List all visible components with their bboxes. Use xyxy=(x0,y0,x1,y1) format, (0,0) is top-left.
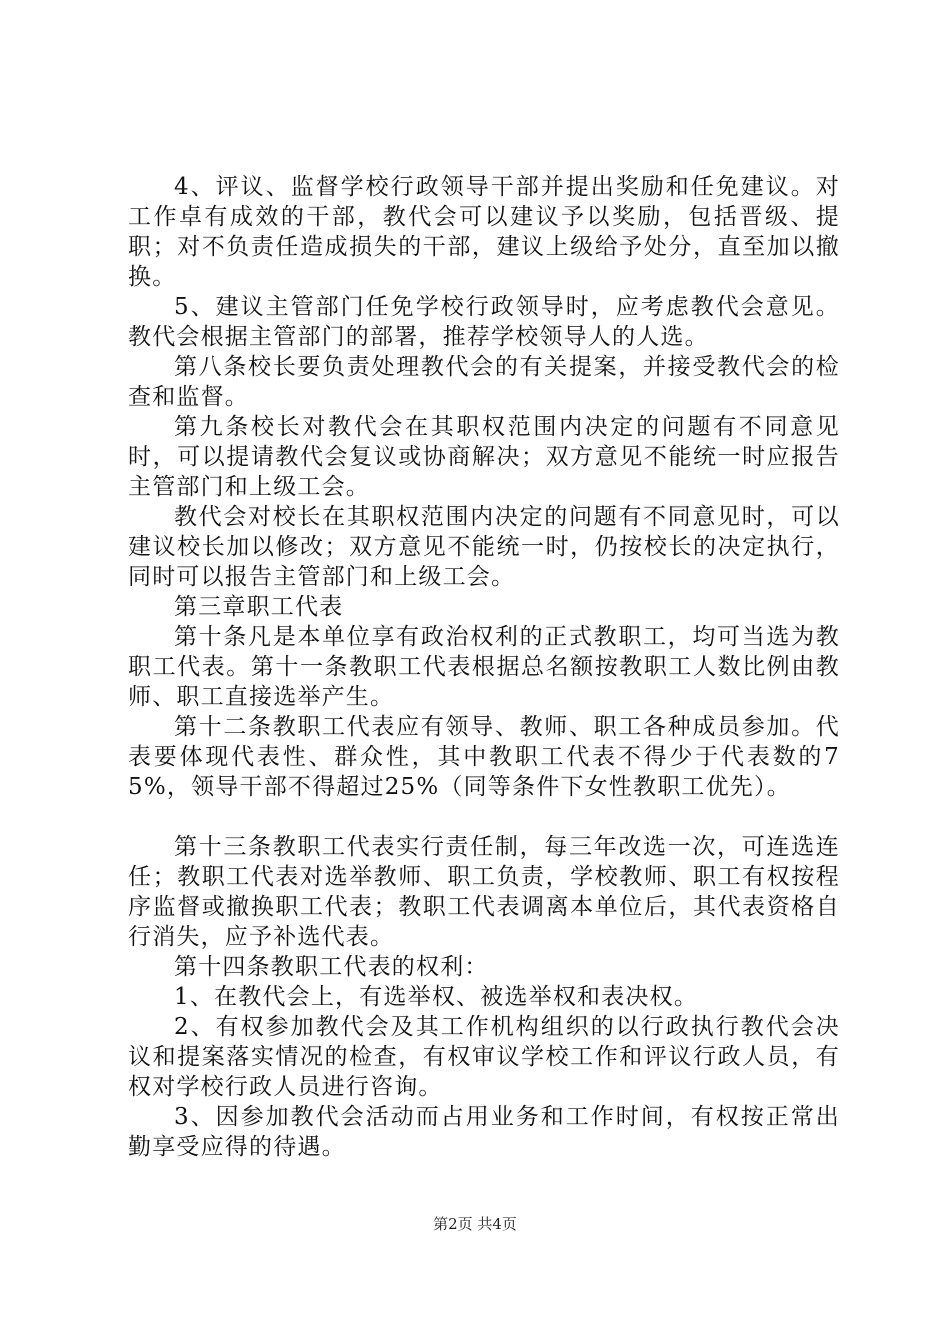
paragraph: 5、建议主管部门任免学校行政领导时，应考虑教代会意见。教代会根据主管部门的部署，推荐学校领导人的人选。 xyxy=(128,294,840,350)
paragraph: 第十三条教职工代表实行责任制，每三年改选一次，可连选连任；教职工代表对选举教师、职工负责，学校教师、职工有权按程序监督或撤换职工代表；教职工代表调离本单位后，其代表资格自行消失，应予补选代表。 xyxy=(128,834,840,950)
paragraph: 2、有权参加教代会及其工作机构组织的以行政执行教代会决议和提案落实情况的检查，有权审议学校工作和评议行政人员，有权对学校行政人员进行咨询。 xyxy=(128,1014,840,1100)
blank-line xyxy=(128,802,840,832)
paragraph: 第十二条教职工代表应有领导、教师、职工各种成员参加。代表要体现代表性、群众性，其中教职工代表不得少于代表数的75%，领导干部不得超过25%（同等条件下女性教职工优先）。 xyxy=(128,714,840,800)
paragraph: 教代会对校长在其职权范围内决定的问题有不同意见时，可以建议校长加以修改；双方意见不能统一时，仍按校长的决定执行，同时可以报告主管部门和上级工会。 xyxy=(128,504,840,590)
paragraph: 1、在教代会上，有选举权、被选举权和表决权。 xyxy=(174,984,699,1010)
paragraph: 4、评议、监督学校行政领导干部并提出奖励和任免建议。对工作卓有成效的干部，教代会可以建议予以奖励，包括晋级、提职；对不负责任造成损失的干部，建议上级给予处分，直至加以撤换。 xyxy=(128,174,840,290)
paragraph: 第八条校长要负责处理教代会的有关提案，并接受教代会的检查和监督。 xyxy=(128,354,840,410)
page-number-footer: 第2页 共4页 xyxy=(433,1215,517,1233)
document-body xyxy=(128,172,840,1162)
paragraph: 第十四条教职工代表的权利： xyxy=(174,954,489,980)
paragraph: 第九条校长对教代会在其职权范围内决定的问题有不同意见时，可以提请教代会复议或协商解决；双方意见不能统一时应报告主管部门和上级工会。 xyxy=(128,414,840,500)
chapter-heading: 第三章职工代表 xyxy=(174,594,344,620)
paragraph: 第十条凡是本单位享有政治权利的正式教职工，均可当选为教职工代表。第十一条教职工代表根据总名额按教职工人数比例由教师、职工直接选举产生。 xyxy=(128,624,840,710)
paragraph: 3、因参加教代会活动而占用业务和工作时间，有权按正常出勤享受应得的待遇。 xyxy=(128,1104,840,1160)
